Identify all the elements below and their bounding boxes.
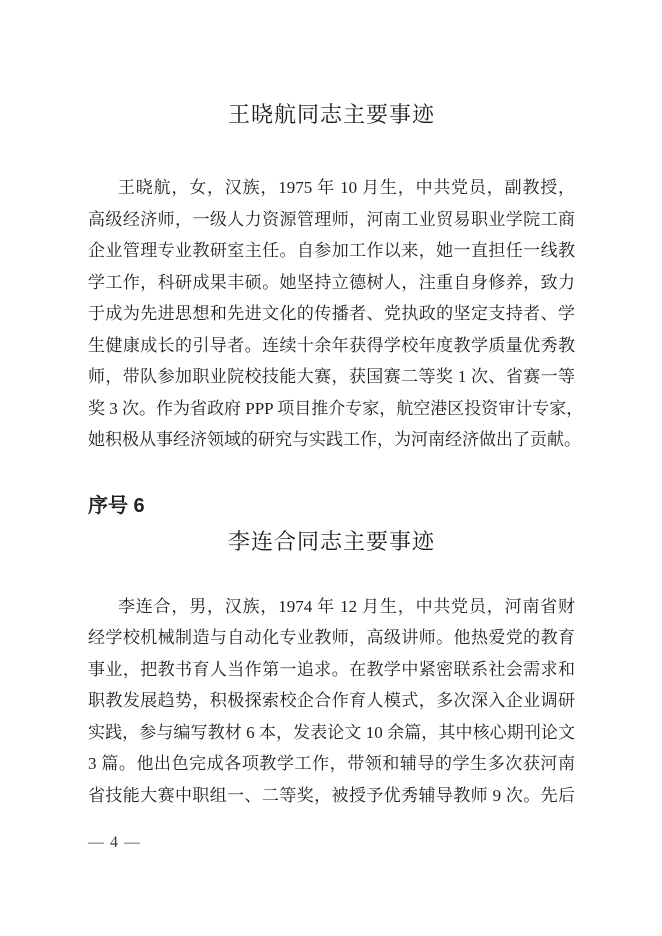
text-line: 她积极从事经济领域的研究与实践工作，为河南经济做出了贡献。 <box>88 430 581 449</box>
section-title-wang-xiaohang: 王晓航同志主要事迹 <box>227 102 435 127</box>
text-line: 企业管理专业教研室主任。自参加工作以来，她一直担任一线教 <box>88 241 575 260</box>
text-line: 生健康成长的引导者。连续十余年获得学校年度教学质量优秀教 <box>88 335 575 355</box>
text-line: 职教发展趋势，积极探索校企合作育人模式，多次深入企业调研 <box>88 691 575 710</box>
text-line: 事业，把教书育人当作第一追求。在教学中紧密联系社会需求和 <box>88 659 575 679</box>
text-line: 3 篇。他出色完成各项教学工作，带领和辅导的学生多次获河南 <box>88 754 575 773</box>
text-line: 经学校机械制造与自动化专业教师，高级讲师。他热爱党的教育 <box>88 628 575 647</box>
text-line: 王晓航，女，汉族，1975 年 10 月生，中共党员，副教授， <box>118 178 575 197</box>
section-paragraph-li-lianhe <box>88 591 575 812</box>
section-paragraph-wang-xiaohang <box>88 172 584 456</box>
text-line: 省技能大赛中职组一、二等奖，被授予优秀辅导教师 9 次。先后 <box>88 785 575 805</box>
section-title-li-lianhe: 李连合同志主要事迹 <box>227 528 435 554</box>
text-line: 高级经济师，一级人力资源管理师，河南工业贸易职业学院工商 <box>88 209 575 229</box>
serial-number-label: 序号 6 <box>88 494 145 517</box>
text-line: 师，带队参加职业院校技能大赛，获国赛二等奖 1 次、省赛一等 <box>88 367 575 386</box>
text-line: 李连合，男，汉族，1974 年 12 月生，中共党员，河南省财 <box>118 596 575 616</box>
text-line: 于成为先进思想和先进文化的传播者、党执政的坚定支持者、学 <box>88 304 575 323</box>
text-line: 实践，参与编写教材 6 本，发表论文 10 余篇，其中核心期刊论文 <box>88 722 575 742</box>
page-number: — 4 — <box>88 834 141 851</box>
text-line: 学工作，科研成果丰硕。她坚持立德树人，注重自身修养，致力 <box>88 272 575 292</box>
text-line: 奖 3 次。作为省政府 PPP 项目推介专家，航空港区投资审计专家， <box>88 398 584 418</box>
